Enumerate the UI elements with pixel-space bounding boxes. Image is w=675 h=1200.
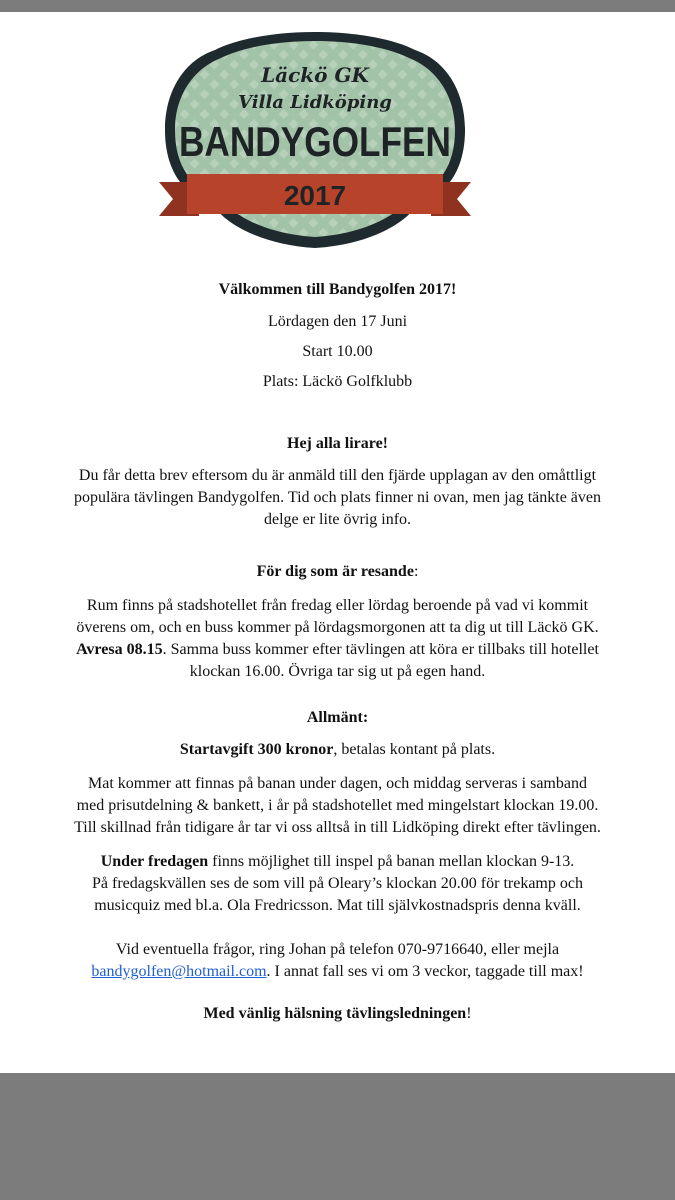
friday-line-3: musicquiz med bl.a. Ola Fredricsson. Mat till självkostnadspris denna kväll.: [94, 897, 581, 914]
travel-line-3: [0, 640, 675, 660]
friday-rest: finns möjlighet till inspel på banan mellan klockan 9-13.: [208, 853, 575, 870]
dinner-line: med prisutdelning & bankett, i år på stadshotellet med mingelstart klockan 19.00.: [76, 797, 599, 814]
greeting-line: delge er lite övrig info.: [263, 511, 412, 528]
travel-heading: [0, 562, 675, 582]
fee-bold: Startavgift 300 kronor: [179, 741, 334, 758]
departure-time: Avresa 08.15: [76, 641, 163, 658]
travel-line-4: klockan 16.00. Övriga tar sig ut på egen hand.: [189, 663, 486, 680]
travel-heading-tail: :: [413, 563, 419, 580]
friday-line-2: På fredagskvällen ses de som vill på Oleary’s klockan 20.00 för trekamp och: [92, 875, 583, 892]
contact-line-2: [0, 962, 675, 982]
friday-bold: Under fredagen: [100, 853, 209, 870]
event-place: Plats: Läckö Golfklubb: [262, 373, 413, 390]
logo-line-1: Läckö GK: [261, 63, 369, 87]
travel-heading-bold: För dig som är resande: [256, 563, 414, 580]
travel-line-2: överens om, och en buss kommer på lördagsmorgonen att ta dig ut till Läckö GK.: [76, 619, 599, 636]
bandygolfen-logo: [155, 20, 475, 255]
letter-page: [0, 12, 675, 1073]
travel-line-3-rest: . Samma buss kommer efter tävlingen att köra er tillbaks till hotellet: [162, 641, 599, 658]
closing-bold: Med vänlig hälsning tävlingsledningen: [203, 1005, 467, 1022]
contact-line-1: Vid eventuella frågor, ring Johan på telefon 070-9716640, eller mejla: [115, 941, 560, 958]
greeting-heading: Hej alla lirare!: [287, 435, 388, 452]
fee-rest: , betalas kontant på plats.: [333, 741, 496, 758]
travel-line-1: Rum finns på stadshotellet från fredag eller lördag beroende på vad vi kommit: [86, 597, 589, 614]
general-heading: Allmänt:: [306, 709, 369, 726]
greeting-line: Du får detta brev eftersom du är anmäld till den fjärde upplagan av den omåttligt: [78, 467, 597, 484]
top-status-bar: [0, 0, 675, 12]
welcome-heading: Välkommen till Bandygolfen 2017!: [218, 281, 457, 298]
contact-line-2-rest: . I annat fall ses vi om 3 veckor, taggade till max!: [266, 963, 584, 980]
logo-title: BANDYGOLFEN: [179, 118, 451, 165]
logo-year: 2017: [283, 180, 347, 211]
friday-line-1: [0, 852, 675, 872]
fee-line: [0, 740, 675, 760]
closing-tail: !: [466, 1005, 472, 1022]
greeting-line: populära tävlingen Bandygolfen. Tid och plats finner ni ovan, men jag tänkte även: [74, 489, 601, 506]
bottom-gray-area: [0, 1073, 675, 1200]
event-start: Start 10.00: [302, 343, 373, 360]
dinner-line: Till skillnad från tidigare år tar vi oss alltså in till Lidköping direkt efter tävlingen.: [74, 819, 601, 836]
closing-line: [0, 1004, 675, 1024]
event-date: Lördagen den 17 Juni: [267, 313, 408, 330]
dinner-line: Mat kommer att finnas på banan under dagen, och middag serveras i samband: [88, 775, 587, 792]
email-link[interactable]: bandygolfen@hotmail.com: [91, 963, 267, 980]
logo-line-2: Villa Lidköping: [238, 92, 392, 113]
